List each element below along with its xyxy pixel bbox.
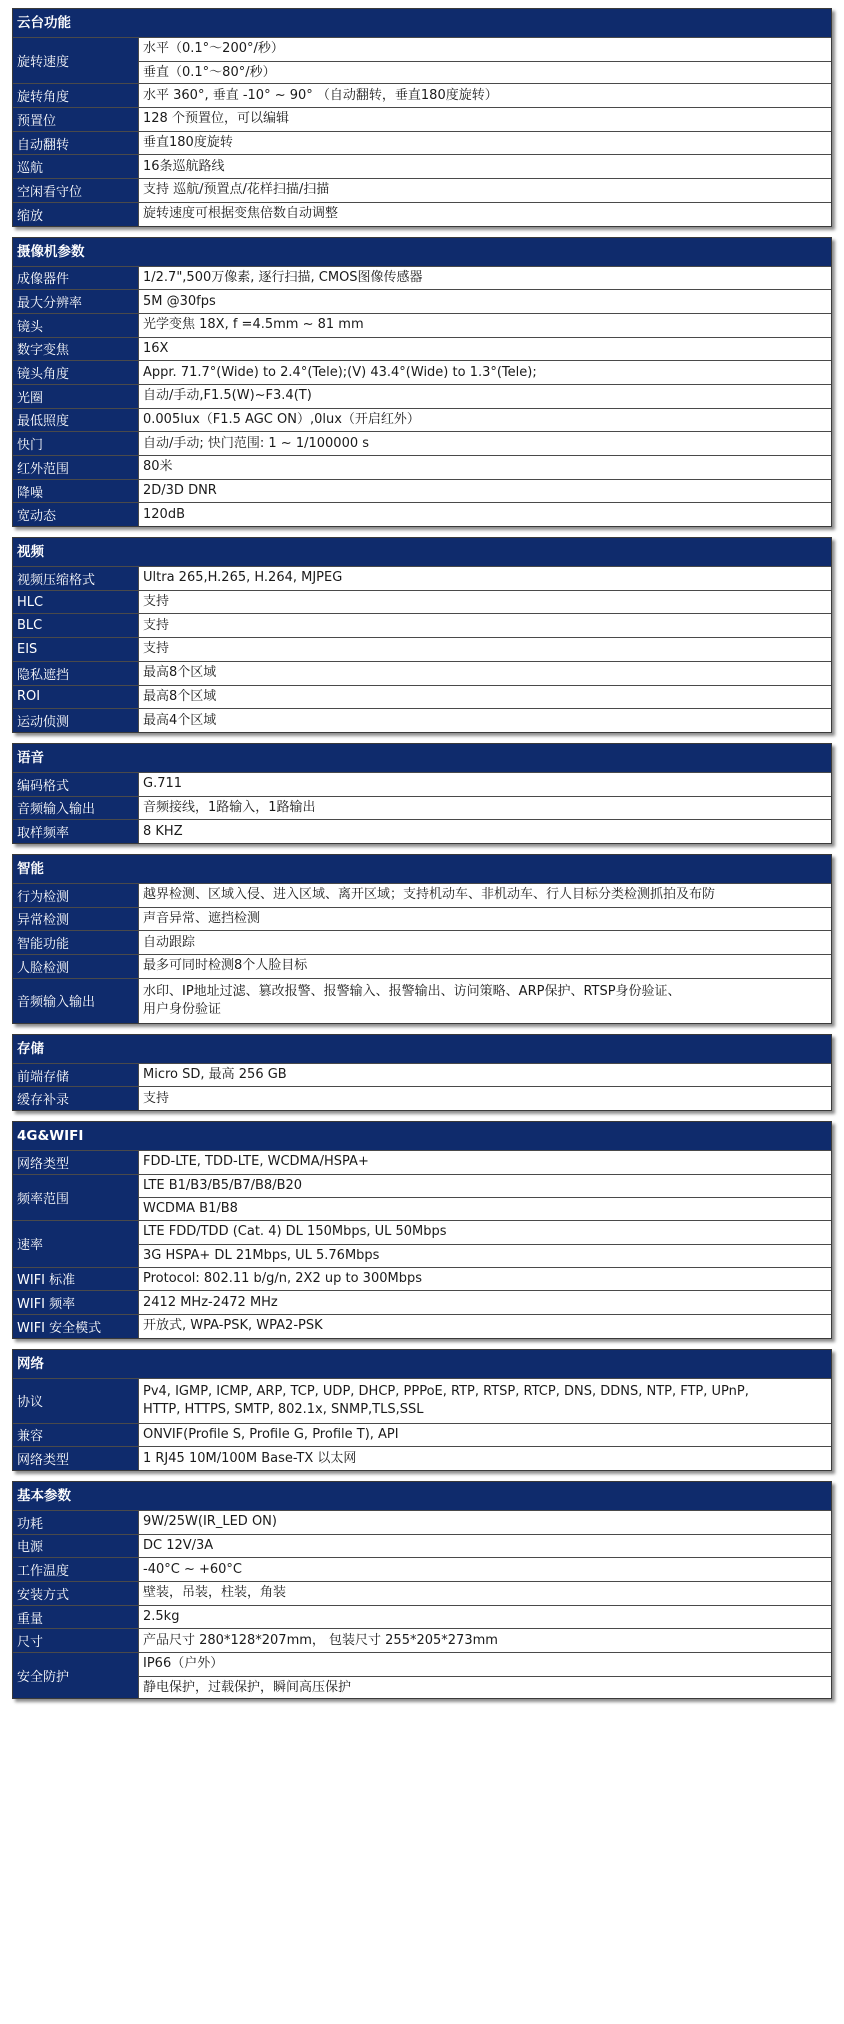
spec-value: 静电保护，过载保护，瞬间高压保护 [139, 1676, 831, 1699]
spec-label: 功耗 [13, 1511, 139, 1534]
spec-row [13, 819, 831, 843]
spec-label: HLC [13, 591, 139, 614]
spec-row [13, 978, 831, 1023]
spec-value: Protocol: 802.11 b/g/n, 2X2 up to 300Mbps [143, 1270, 422, 1286]
spec-section [12, 8, 832, 227]
spec-label: 旋转速度 [13, 38, 139, 83]
spec-value: 音频接线，1路输入，1路输出 [143, 799, 316, 815]
spec-label: 工作温度 [13, 1558, 139, 1581]
spec-value: 水印、IP地址过滤、篡改报警、报警输入、报警输出、访问策略、ARP保护、RTSP身份验证、 用户身份验证 [143, 983, 681, 1017]
spec-row [13, 431, 831, 455]
spec-label: 网络类型 [13, 1151, 139, 1174]
spec-value: 最多可同时检测8个人脸目标 [143, 958, 308, 974]
spec-value: 最高4个区域 [143, 712, 217, 728]
spec-label: 光圈 [13, 385, 139, 408]
spec-value: 80米 [143, 459, 173, 475]
spec-label: 最低照度 [13, 409, 139, 432]
spec-row [13, 1557, 831, 1581]
spec-value: Appr. 71.7°(Wide) to 2.4°(Tele);(V) 43.4°(Wide) to 1.3°(Tele); [143, 364, 537, 380]
spec-label: 隐私遮挡 [13, 662, 139, 685]
spec-row [13, 1290, 831, 1314]
spec-label: 网络类型 [13, 1447, 139, 1470]
spec-label: 行为检测 [13, 884, 139, 907]
spec-label: EIS [13, 638, 139, 661]
spec-row [13, 337, 831, 361]
spec-row [13, 1628, 831, 1652]
spec-row [13, 637, 831, 661]
spec-value: 旋转速度可根据变焦倍数自动调整 [143, 206, 339, 222]
spec-row [13, 1581, 831, 1605]
spec-label: 快门 [13, 432, 139, 455]
spec-value: IP66（户外） [143, 1656, 224, 1672]
spec-row [13, 907, 831, 931]
spec-value: 支持 巡航/预置点/花样扫描/扫描 [143, 182, 330, 198]
spec-section [12, 1121, 832, 1339]
spec-value: 壁装，吊装，柱装，角装 [143, 1585, 287, 1601]
spec-label: 视频压缩格式 [13, 567, 139, 590]
section-title: 网络 [13, 1350, 831, 1378]
spec-label: ROI [13, 686, 139, 709]
spec-value: 2.5kg [143, 1609, 180, 1625]
spec-row [13, 178, 831, 202]
spec-label: 频率范围 [13, 1175, 139, 1220]
spec-section [12, 1481, 832, 1700]
spec-label: 人脸检测 [13, 955, 139, 978]
spec-label: 音频输入输出 [13, 797, 139, 820]
spec-row [13, 954, 831, 978]
spec-row [13, 796, 831, 820]
spec-row [13, 479, 831, 503]
spec-value: 声音异常、遮挡检测 [143, 910, 261, 926]
spec-row [13, 772, 831, 796]
spec-section [12, 537, 832, 733]
spec-section [12, 854, 832, 1024]
spec-row [13, 1314, 831, 1338]
spec-row [13, 107, 831, 131]
spec-row [13, 1446, 831, 1470]
spec-row [13, 202, 831, 226]
spec-row [13, 1174, 831, 1220]
spec-label: 尺寸 [13, 1629, 139, 1652]
spec-row [13, 590, 831, 614]
spec-label: 数字变焦 [13, 338, 139, 361]
spec-label: WIFI 频率 [13, 1291, 139, 1314]
section-title: 视频 [13, 538, 831, 566]
spec-value: 3G HSPA+ DL 21Mbps, UL 5.76Mbps [139, 1244, 831, 1267]
spec-label: 安装方式 [13, 1582, 139, 1605]
spec-row [13, 1605, 831, 1629]
spec-label: 降噪 [13, 480, 139, 503]
spec-value: Pv4, IGMP, ICMP, ARP, TCP, UDP, DHCP, PPPoE, RTP, RTSP, RTCP, DNS, DDNS, NTP, FTP, UPnP, HTTP, HTTPS, SMTP, 802.1x, SNMP,TLS,SSL [143, 1383, 749, 1417]
spec-sheet [12, 8, 832, 1709]
spec-section [12, 237, 832, 528]
spec-row [13, 384, 831, 408]
section-title: 智能 [13, 855, 831, 883]
section-title: 云台功能 [13, 9, 831, 37]
spec-row [13, 83, 831, 107]
spec-value: 最高8个区域 [143, 665, 217, 681]
spec-value: 开放式, WPA-PSK, WPA2-PSK [143, 1318, 323, 1334]
spec-label: 兼容 [13, 1424, 139, 1447]
spec-row [13, 502, 831, 526]
spec-row [13, 360, 831, 384]
spec-row [13, 266, 831, 290]
spec-label: 音频输入输出 [13, 979, 139, 1023]
spec-row [13, 1267, 831, 1291]
spec-label: 前端存储 [13, 1064, 139, 1087]
spec-value: 支持 [143, 641, 170, 657]
spec-row [13, 289, 831, 313]
spec-value: 自动跟踪 [143, 934, 196, 950]
spec-row [13, 408, 831, 432]
spec-label: 成像器件 [13, 267, 139, 290]
spec-value: 支持 [143, 617, 170, 633]
spec-label: 镜头 [13, 314, 139, 337]
spec-row [13, 37, 831, 83]
spec-value: 水平（0.1°～200°/秒） [143, 41, 284, 57]
spec-value: 越界检测、区域入侵、进入区域、离开区域；支持机动车、非机动车、行人目标分类检测抓拍及布防 [143, 887, 716, 903]
spec-value: G.711 [143, 776, 183, 792]
spec-value: 最高8个区域 [143, 688, 217, 704]
spec-label: 智能功能 [13, 931, 139, 954]
spec-value: ONVIF(Profile S, Profile G, Profile T), API [143, 1426, 399, 1442]
spec-row [13, 1652, 831, 1698]
spec-label: 宽动态 [13, 503, 139, 526]
spec-label: 最大分辨率 [13, 290, 139, 313]
spec-label: 运动侦测 [13, 709, 139, 732]
spec-value: 自动/手动; 快门范围: 1 ~ 1/100000 s [143, 435, 370, 451]
spec-value: 水平 360°, 垂直 -10° ~ 90° （自动翻转，垂直180度旋转） [143, 87, 498, 103]
spec-value: 5M @30fps [143, 293, 216, 309]
spec-row [13, 1086, 831, 1110]
spec-label: 红外范围 [13, 456, 139, 479]
spec-row [13, 685, 831, 709]
spec-label: 自动翻转 [13, 132, 139, 155]
spec-value: Micro SD, 最高 256 GB [143, 1067, 287, 1083]
section-title: 摄像机参数 [13, 238, 831, 266]
section-title: 存储 [13, 1035, 831, 1063]
spec-label: 缓存补录 [13, 1087, 139, 1110]
spec-row [13, 1063, 831, 1087]
spec-row [13, 1534, 831, 1558]
section-title: 语音 [13, 744, 831, 772]
spec-row [13, 883, 831, 907]
spec-row [13, 131, 831, 155]
spec-value: 9W/25W(IR_LED ON) [143, 1514, 277, 1530]
spec-value: DC 12V/3A [143, 1537, 214, 1553]
spec-row [13, 566, 831, 590]
spec-row [13, 313, 831, 337]
spec-label: BLC [13, 614, 139, 637]
spec-label: 编码格式 [13, 773, 139, 796]
spec-label: 速率 [13, 1221, 139, 1266]
section-title: 4G&WIFI [13, 1122, 831, 1150]
spec-value: 2412 MHz-2472 MHz [143, 1294, 278, 1310]
spec-row [13, 613, 831, 637]
spec-value: -40°C ~ +60°C [143, 1561, 242, 1577]
spec-value: 16X [143, 340, 169, 356]
spec-section [12, 1349, 832, 1471]
spec-value: 1 RJ45 10M/100M Base-TX 以太网 [143, 1450, 357, 1466]
spec-label: 巡航 [13, 155, 139, 178]
spec-row [13, 930, 831, 954]
spec-label: 预置位 [13, 108, 139, 131]
spec-value: LTE B1/B3/B5/B7/B8/B20 [143, 1178, 303, 1194]
spec-label: 镜头角度 [13, 361, 139, 384]
spec-value: 垂直180度旋转 [143, 135, 233, 151]
spec-row [13, 1510, 831, 1534]
spec-label: 电源 [13, 1535, 139, 1558]
spec-label: 安全防护 [13, 1653, 139, 1698]
section-title: 基本参数 [13, 1482, 831, 1510]
spec-value: LTE FDD/TDD (Cat. 4) DL 150Mbps, UL 50Mbps [143, 1224, 447, 1240]
spec-row [13, 1150, 831, 1174]
spec-value: FDD-LTE, TDD-LTE, WCDMA/HSPA+ [143, 1154, 369, 1170]
spec-label: WIFI 标准 [13, 1268, 139, 1291]
spec-value: WCDMA B1/B8 [139, 1197, 831, 1220]
spec-value: 128 个预置位，可以编辑 [143, 111, 289, 127]
spec-value: 1/2.7",500万像素, 逐行扫描, CMOS图像传感器 [143, 269, 423, 285]
spec-label: 缩放 [13, 203, 139, 226]
spec-value: 120dB [143, 506, 185, 522]
spec-value: Ultra 265,H.265, H.264, MJPEG [143, 570, 343, 586]
spec-label: 重量 [13, 1606, 139, 1629]
spec-value: 产品尺寸 280*128*207mm， 包装尺寸 255*205*273mm [143, 1632, 498, 1648]
spec-value: 光学变焦 18X, f =4.5mm ~ 81 mm [143, 317, 364, 333]
spec-value: 垂直（0.1°～80°/秒） [139, 61, 831, 84]
spec-section [12, 1034, 832, 1111]
spec-row [13, 1378, 831, 1423]
spec-value: 8 KHZ [143, 823, 183, 839]
spec-row [13, 1220, 831, 1266]
spec-value: 自动/手动,F1.5(W)~F3.4(T) [143, 388, 312, 404]
spec-label: 异常检测 [13, 908, 139, 931]
spec-row [13, 1423, 831, 1447]
spec-row [13, 154, 831, 178]
spec-row [13, 708, 831, 732]
spec-label: 旋转角度 [13, 84, 139, 107]
spec-value: 0.005lux（F1.5 AGC ON）,0lux（开启红外） [143, 411, 420, 427]
spec-row [13, 661, 831, 685]
spec-label: WIFI 安全模式 [13, 1315, 139, 1338]
spec-label: 空闲看守位 [13, 179, 139, 202]
spec-section [12, 743, 832, 844]
spec-value: 支持 [143, 1090, 170, 1106]
spec-label: 协议 [13, 1379, 139, 1423]
spec-value: 2D/3D DNR [143, 483, 217, 499]
spec-value: 支持 [143, 594, 170, 610]
spec-value: 16条巡航路线 [143, 158, 225, 174]
spec-row [13, 455, 831, 479]
spec-label: 取样频率 [13, 820, 139, 843]
